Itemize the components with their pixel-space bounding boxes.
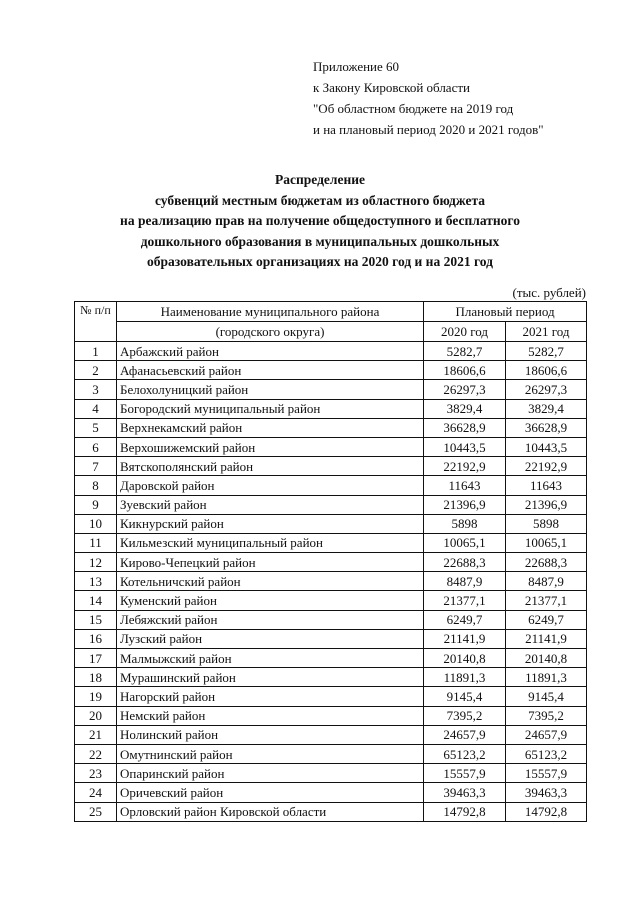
row-number: 7 [75, 457, 117, 476]
table-row [75, 629, 587, 648]
header-year-2021: 2021 год [506, 322, 587, 342]
value-2021: 10065,1 [506, 533, 587, 552]
value-2020: 65123,2 [424, 744, 506, 763]
district-name: Орловский район Кировской области [117, 802, 424, 821]
row-number: 19 [75, 687, 117, 706]
row-number: 14 [75, 591, 117, 610]
value-2020: 20140,8 [424, 649, 506, 668]
table-row [75, 725, 587, 744]
table-row [75, 687, 587, 706]
row-number: 5 [75, 418, 117, 437]
district-name: Вятскополянский район [117, 457, 424, 476]
table-row [75, 802, 587, 821]
value-2020: 24657,9 [424, 725, 506, 744]
row-number: 8 [75, 476, 117, 495]
value-2021: 22192,9 [506, 457, 587, 476]
row-number: 12 [75, 553, 117, 572]
district-name: Белохолуницкий район [117, 380, 424, 399]
value-2021: 11891,3 [506, 668, 587, 687]
table-row [75, 783, 587, 802]
document-title [30, 170, 610, 273]
district-name: Куменский район [117, 591, 424, 610]
district-name: Даровской район [117, 476, 424, 495]
value-2020: 10065,1 [424, 533, 506, 552]
title-line-2: субвенций местным бюджетам из областного бюджета [154, 192, 486, 208]
district-name: Малмыжский район [117, 649, 424, 668]
value-2021: 20140,8 [506, 649, 587, 668]
header-period: Плановый период [424, 302, 587, 322]
row-number: 11 [75, 533, 117, 552]
table-row [75, 437, 587, 456]
district-name: Опаринский район [117, 764, 424, 783]
district-name: Верхнекамский район [117, 418, 424, 437]
value-2021: 21377,1 [506, 591, 587, 610]
table-row [75, 553, 587, 572]
row-number: 9 [75, 495, 117, 514]
table-row [75, 399, 587, 418]
table-row [75, 764, 587, 783]
table-row [75, 649, 587, 668]
value-2021: 10443,5 [506, 437, 587, 456]
table-body [75, 342, 587, 822]
value-2020: 5282,7 [424, 342, 506, 361]
row-number: 3 [75, 380, 117, 399]
value-2020: 15557,9 [424, 764, 506, 783]
value-2021: 65123,2 [506, 744, 587, 763]
table-row [75, 514, 587, 533]
table-row [75, 668, 587, 687]
value-2021: 14792,8 [506, 802, 587, 821]
value-2021: 22688,3 [506, 553, 587, 572]
district-name: Нагорский район [117, 687, 424, 706]
value-2021: 26297,3 [506, 380, 587, 399]
value-2020: 6249,7 [424, 610, 506, 629]
appendix-line-4: и на плановый период 2020 и 2021 годов" [313, 122, 544, 137]
value-2020: 26297,3 [424, 380, 506, 399]
row-number: 10 [75, 514, 117, 533]
table-row [75, 495, 587, 514]
value-2021: 3829,4 [506, 399, 587, 418]
district-name: Арбажский район [117, 342, 424, 361]
district-name: Котельничский район [117, 572, 424, 591]
title-line-5: образовательных организациях на 2020 год и на 2021 год [147, 254, 493, 269]
title-line-4: дошкольного образования в муниципальных дошкольных [140, 233, 500, 249]
value-2021: 18606,6 [506, 361, 587, 380]
district-name: Оричевский район [117, 783, 424, 802]
row-number: 21 [75, 725, 117, 744]
row-number: 6 [75, 437, 117, 456]
value-2020: 8487,9 [424, 572, 506, 591]
table-row [75, 361, 587, 380]
row-number: 15 [75, 610, 117, 629]
table-row [75, 380, 587, 399]
table-row [75, 572, 587, 591]
row-number: 22 [75, 744, 117, 763]
row-number: 4 [75, 399, 117, 418]
table-row [75, 342, 587, 361]
table-row [75, 744, 587, 763]
row-number: 16 [75, 629, 117, 648]
district-name: Мурашинский район [117, 668, 424, 687]
table-header-row-2 [75, 322, 587, 342]
value-2021: 7395,2 [506, 706, 587, 725]
value-2021: 5282,7 [506, 342, 587, 361]
table-row [75, 457, 587, 476]
row-number: 2 [75, 361, 117, 380]
table-row [75, 476, 587, 495]
row-number: 17 [75, 649, 117, 668]
value-2021: 24657,9 [506, 725, 587, 744]
district-name: Лебяжский район [117, 610, 424, 629]
row-number: 18 [75, 668, 117, 687]
value-2021: 21396,9 [506, 495, 587, 514]
table-row [75, 591, 587, 610]
district-name: Лузский район [117, 629, 424, 648]
value-2020: 18606,6 [424, 361, 506, 380]
units-label: (тыс. рублей) [512, 285, 586, 300]
value-2020: 22192,9 [424, 457, 506, 476]
value-2020: 9145,4 [424, 687, 506, 706]
district-name: Зуевский район [117, 495, 424, 514]
district-name: Кирово-Чепецкий район [117, 553, 424, 572]
table-row [75, 706, 587, 725]
value-2020: 21377,1 [424, 591, 506, 610]
appendix-line-1: Приложение 60 [313, 59, 400, 74]
value-2020: 5898 [424, 514, 506, 533]
row-number: 24 [75, 783, 117, 802]
appendix-line-2: к Закону Кировской области [313, 80, 470, 95]
value-2020: 7395,2 [424, 706, 506, 725]
table-row [75, 533, 587, 552]
value-2020: 39463,3 [424, 783, 506, 802]
value-2020: 3829,4 [424, 399, 506, 418]
value-2020: 36628,9 [424, 418, 506, 437]
value-2021: 6249,7 [506, 610, 587, 629]
district-name: Немский район [117, 706, 424, 725]
table-row [75, 418, 587, 437]
row-number: 20 [75, 706, 117, 725]
value-2020: 10443,5 [424, 437, 506, 456]
district-name: Верхошижемский район [117, 437, 424, 456]
district-name: Богородский муниципальный район [117, 399, 424, 418]
value-2021: 36628,9 [506, 418, 587, 437]
value-2021: 39463,3 [506, 783, 587, 802]
value-2020: 22688,3 [424, 553, 506, 572]
value-2020: 21141,9 [424, 629, 506, 648]
value-2020: 21396,9 [424, 495, 506, 514]
district-name: Кикнурский район [117, 514, 424, 533]
district-name: Афанасьевский район [117, 361, 424, 380]
row-number: 23 [75, 764, 117, 783]
value-2020: 11643 [424, 476, 506, 495]
value-2021: 9145,4 [506, 687, 587, 706]
value-2020: 14792,8 [424, 802, 506, 821]
appendix-line-3: "Об областном бюджете на 2019 год [313, 101, 514, 116]
district-name: Кильмезский муниципальный район [117, 533, 424, 552]
header-name-line-1: Наименование муниципального района [117, 302, 424, 322]
header-num: № п/п [75, 302, 117, 342]
district-name: Нолинский район [117, 725, 424, 744]
header-name-line-2: (городского округа) [117, 322, 424, 342]
value-2021: 8487,9 [506, 572, 587, 591]
table-header-row-1 [75, 302, 587, 322]
value-2021: 21141,9 [506, 629, 587, 648]
appendix-header [313, 56, 633, 140]
title-line-1: Распределение [274, 172, 366, 187]
table-row [75, 610, 587, 629]
value-2020: 11891,3 [424, 668, 506, 687]
value-2021: 5898 [506, 514, 587, 533]
subvention-table [74, 301, 587, 822]
value-2021: 15557,9 [506, 764, 587, 783]
row-number: 1 [75, 342, 117, 361]
header-year-2020: 2020 год [424, 322, 506, 342]
district-name: Омутнинский район [117, 744, 424, 763]
row-number: 13 [75, 572, 117, 591]
title-line-3: на реализацию прав на получение общедоступного и бесплатного [120, 213, 520, 228]
row-number: 25 [75, 802, 117, 821]
value-2021: 11643 [506, 476, 587, 495]
